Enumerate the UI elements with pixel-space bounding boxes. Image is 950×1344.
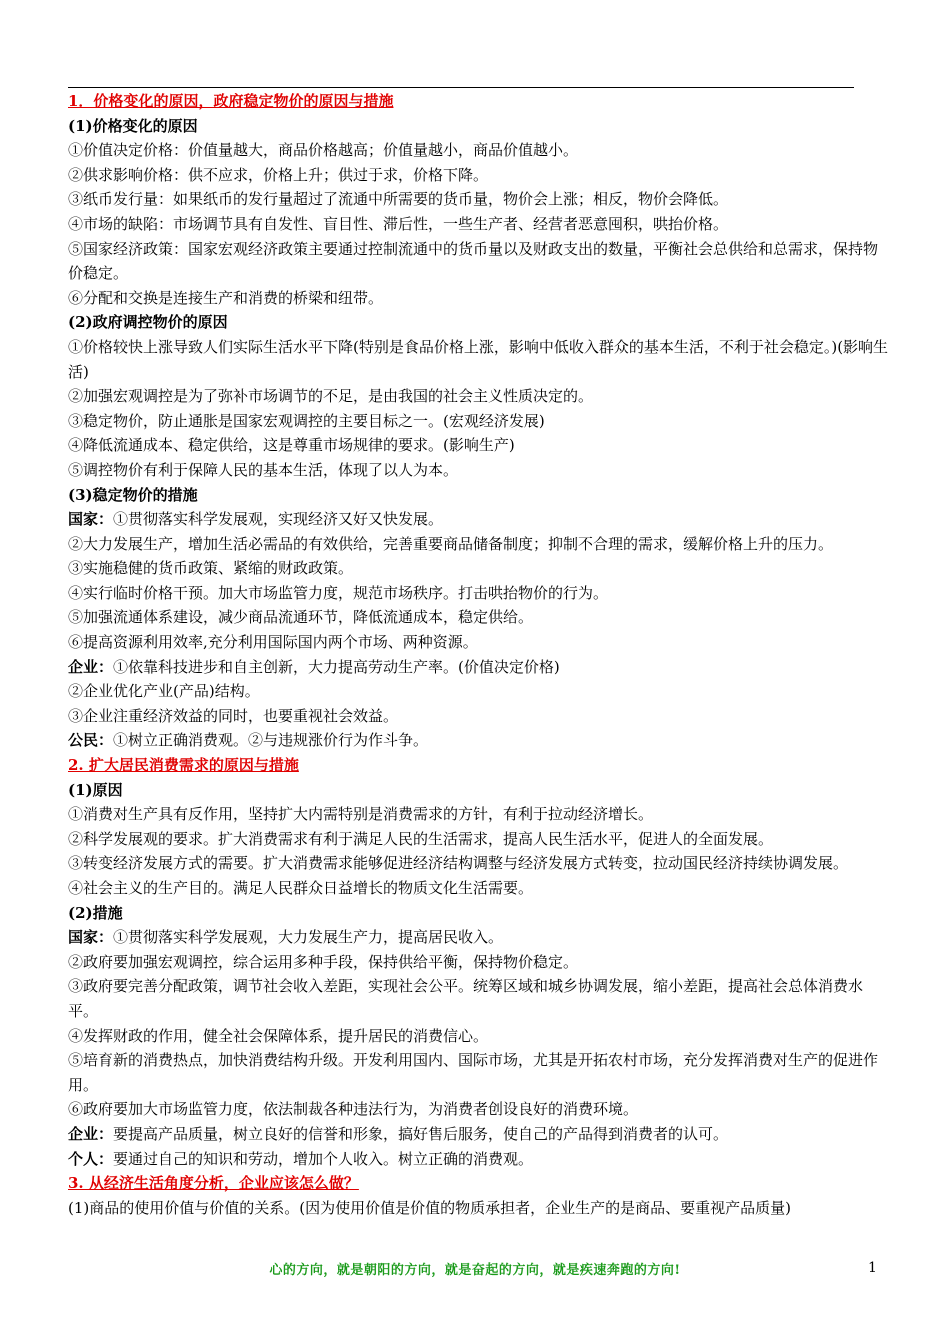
list-item: ②供求影响价格：供不应求，价格上升；供过于求，价格下降。	[68, 165, 489, 184]
list-item: ②企业优化产业(产品)结构。	[68, 682, 260, 701]
list-item: ②大力发展生产，增加生活必需品的有效供给，完善重要商品储备制度；抑制不合理的需求，缓解价格上升的压力。	[68, 534, 834, 553]
list-item	[68, 1147, 890, 1172]
list-item: ②科学发展观的要求。扩大消费需求有利于满足人民的生活需求，提高人民生活水平，促进人的全面发展。	[68, 829, 774, 848]
document-body	[68, 89, 890, 1220]
list-item: ⑥政府要加大市场监管力度，依法制裁各种违法行为，为消费者创设良好的消费环境。	[68, 1100, 639, 1119]
list-item: ⑤国家经济政策：国家宏观经济政策主要通过控制流通中的货币量以及财政支出的数量，平衡社会总供给和总需求，保持物价稳定。	[68, 239, 879, 283]
section-title: 3. 从经济生活角度分析，企业应该怎么做？	[68, 1174, 359, 1193]
list-item	[68, 655, 890, 680]
subsection-title: (1)价格变化的原因	[68, 116, 198, 135]
group-lead: 企业：	[68, 1124, 114, 1143]
group-first-item: ①贯彻落实科学发展观，大力发展生产力，提高居民收入。	[113, 928, 504, 947]
list-item: ①价格较快上涨导致人们实际生活水平下降(特别是食品价格上涨，影响中低收入群众的基本生活，不利于社会稳定。)(影响生活)	[68, 337, 889, 381]
subsection-title: (1)原因	[68, 780, 123, 799]
group-lead: 企业：	[68, 657, 114, 676]
list-item: ④发挥财政的作用，健全社会保障体系，提升居民的消费信心。	[68, 1026, 489, 1045]
list-item	[68, 728, 890, 753]
list-item: ③实施稳健的货币政策、紧缩的财政政策。	[68, 559, 354, 578]
group-lead: 国家：	[68, 510, 114, 529]
page-number: 1	[868, 1260, 877, 1276]
group-lead: 公民：	[68, 731, 114, 750]
list-item: ③企业注重经济效益的同时，也要重视社会效益。	[68, 706, 399, 725]
list-item: ①消费对生产具有反作用，坚持扩大内需特别是消费需求的方针，有利于拉动经济增长。	[68, 805, 654, 824]
list-item: ④社会主义的生产目的。满足人民群众日益增长的物质文化生活需要。	[68, 879, 534, 897]
list-item: (1)商品的使用价值与价值的关系。(因为使用价值是价值的物质承担者，企业生产的是商品、要重视产品质量)	[68, 1198, 791, 1217]
subsection-title: (2)措施	[68, 903, 123, 922]
list-item: ⑤培育新的消费热点，加快消费结构升级。开发利用国内、国际市场，尤其是开拓农村市场，充分发挥消费对生产的促进作用。	[68, 1051, 879, 1094]
group-first-item: 要通过自己的知识和劳动，增加个人收入。树立正确的消费观。	[113, 1149, 534, 1168]
list-item: ⑥提高资源利用效率,充分利用国际国内两个市场、两种资源。	[68, 633, 478, 652]
list-item: ②加强宏观调控是为了弥补市场调节的不足，是由我国的社会主义性质决定的。	[68, 387, 594, 406]
list-item: ④降低流通成本、稳定供给，这是尊重市场规律的要求。(影响生产)	[68, 436, 515, 455]
list-item: ②政府要加强宏观调控，综合运用多种手段，保持供给平衡，保持物价稳定。	[68, 952, 579, 971]
group-first-item: ①贯彻落实科学发展观，实现经济又好又快发展。	[113, 510, 444, 529]
list-item	[68, 925, 890, 950]
list-item: ④实行临时价格干预。加大市场监管力度，规范市场秩序。打击哄抬物价的行为。	[68, 583, 609, 602]
section-title: 2. 扩大居民消费需求的原因与措施	[68, 756, 299, 775]
list-item: ④市场的缺陷：市场调节具有自发性、盲目性、滞后性，一些生产者、经营者恶意囤积，哄抬价格。	[68, 214, 729, 233]
top-rule	[68, 87, 854, 88]
list-item	[68, 507, 890, 532]
list-item: ③政府要完善分配政策，调节社会收入差距，实现社会公平。统筹区域和城乡协调发展，缩小差距，提高社会总体消费水平。	[68, 977, 864, 1020]
group-lead: 国家：	[68, 928, 114, 947]
subsection-title: (3)稳定物价的措施	[68, 485, 198, 504]
group-first-item: ①树立正确消费观。②与违规涨价行为作斗争。	[113, 731, 429, 750]
subsection-title: (2)政府调控物价的原因	[68, 313, 228, 332]
list-item: ⑥分配和交换是连接生产和消费的桥梁和纽带。	[68, 288, 384, 307]
list-item: ③稳定物价，防止通胀是国家宏观调控的主要目标之一。(宏观经济发展)	[68, 411, 545, 430]
list-item	[68, 1122, 890, 1147]
section-title: 1．价格变化的原因，政府稳定物价的原因与措施	[68, 92, 394, 110]
group-first-item: ①依靠科技进步和自主创新，大力提高劳动生产率。(价值决定价格)	[113, 657, 560, 676]
footer-motto: 心的方向，就是朝阳的方向，就是奋起的方向，就是疾速奔跑的方向!	[269, 1263, 681, 1278]
list-item: ①价值决定价格：价值量越大，商品价格越高；价值量越小，商品价值越小。	[68, 141, 579, 160]
list-item: ⑤加强流通体系建设，减少商品流通环节，降低流通成本，稳定供给。	[68, 608, 534, 627]
group-first-item: 要提高产品质量，树立良好的信誉和形象，搞好售后服务，使自己的产品得到消费者的认可。	[113, 1124, 729, 1143]
list-item: ⑤调控物价有利于保障人民的基本生活，体现了以人为本。	[68, 460, 459, 479]
group-lead: 个人：	[68, 1149, 114, 1168]
list-item: ③转变经济发展方式的需要。扩大消费需求能够促进经济结构调整与经济发展方式转变，拉动国民经济持续协调发展。	[68, 854, 849, 873]
list-item: ③纸币发行量：如果纸币的发行量超过了流通中所需要的货币量，物价会上涨；相反，物价会降低。	[68, 190, 729, 209]
